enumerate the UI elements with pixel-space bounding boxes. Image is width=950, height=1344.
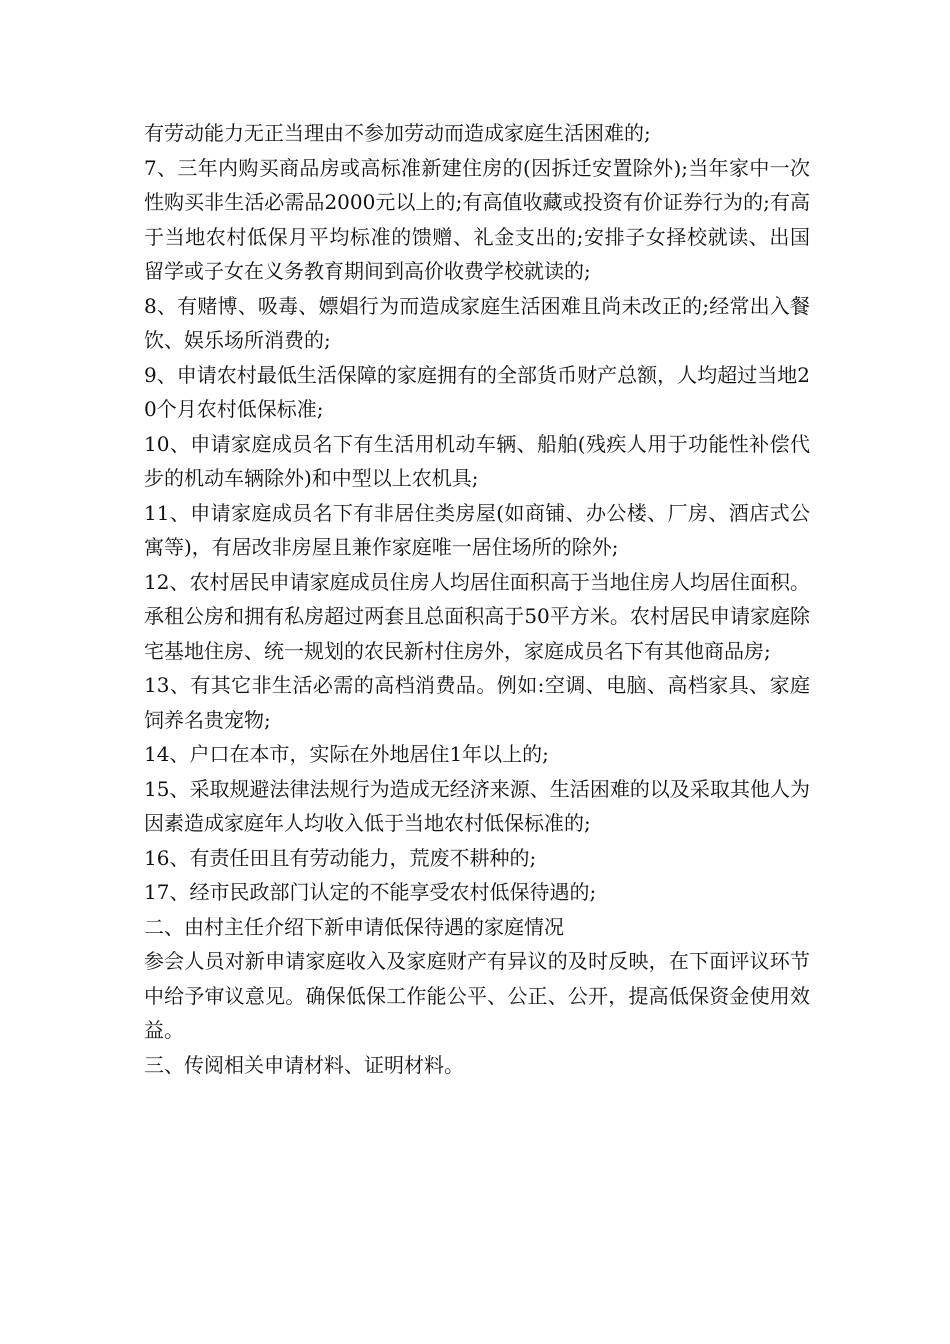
paragraph-item-10: 10、申请家庭成员名下有生活用机动车辆、船舶(残疾人用于功能性补偿代步的机动车辆除外)和中型以上农机具; [144,431,810,490]
paragraph-item-15: 15、采取规避法律法规行为造成无经济来源、生活困难的以及采取其他人为因素造成家庭年人均收入低于当地农村低保标准的; [144,776,810,835]
paragraph-item-13: 13、有其它非生活必需的高档消费品。例如:空调、电脑、高档家具、家庭饲养名贵宠物; [144,673,810,732]
paragraph-item-16: 16、有责任田且有劳动能力，荒废不耕种的; [144,845,537,870]
paragraph-item-8: 8、有赌博、吸毒、嫖娼行为而造成家庭生活困难且尚未改正的;经常出入餐饮、娱乐场所消费的; [144,293,810,352]
paragraph-item-7: 7、三年内购买商品房或高标准新建住房的(因拆迁安置除外);当年家中一次性购买非生活必需品2000元以上的;有高值收藏或投资有价证券行为的;有高于当地农村低保月平均标准的馈赠、礼金支出的;安排子女择校就读、出国留学或子女在义务教育期间到高价收费学校就读的; [144,155,810,283]
paragraph-item-14: 14、户口在本市，实际在外地居住1年以上的; [144,742,549,766]
paragraph-section-2-body: 参会人员对新申请家庭收入及家庭财产有异议的及时反映，在下面评议环节中给予审议意见。确保低保工作能公平、公正、公开，提高低保资金使用效益。 [144,949,810,1042]
document-page [144,116,810,1082]
section-heading-3: 三、传阅相关申请材料、证明材料。 [144,1052,464,1077]
paragraph-item-9: 9、申请农村最低生活保障的家庭拥有的全部货币财产总额，人均超过当地20个月农村低保标准; [144,362,810,421]
paragraph-item-11: 11、申请家庭成员名下有非居住类房屋(如商铺、办公楼、厂房、酒店式公寓等)，有居改非房屋且兼作家庭唯一居住场所的除外; [144,500,810,559]
paragraph-item-17: 17、经市民政部门认定的不能享受农村低保待遇的; [144,880,597,904]
paragraph-item-12: 12、农村居民申请家庭成员住房人均居住面积高于当地住房人均居住面积。承租公房和拥有私房超过两套且总面积高于50平方米。农村居民申请家庭除宅基地住房、统一规划的农民新村住房外，家庭成员名下有其他商品房; [144,569,810,663]
paragraph-continuation: 有劳动能力无正当理由不参加劳动而造成家庭生活困难的; [144,121,651,145]
section-heading-2: 二、由村主任介绍下新申请低保待遇的家庭情况 [144,914,564,939]
